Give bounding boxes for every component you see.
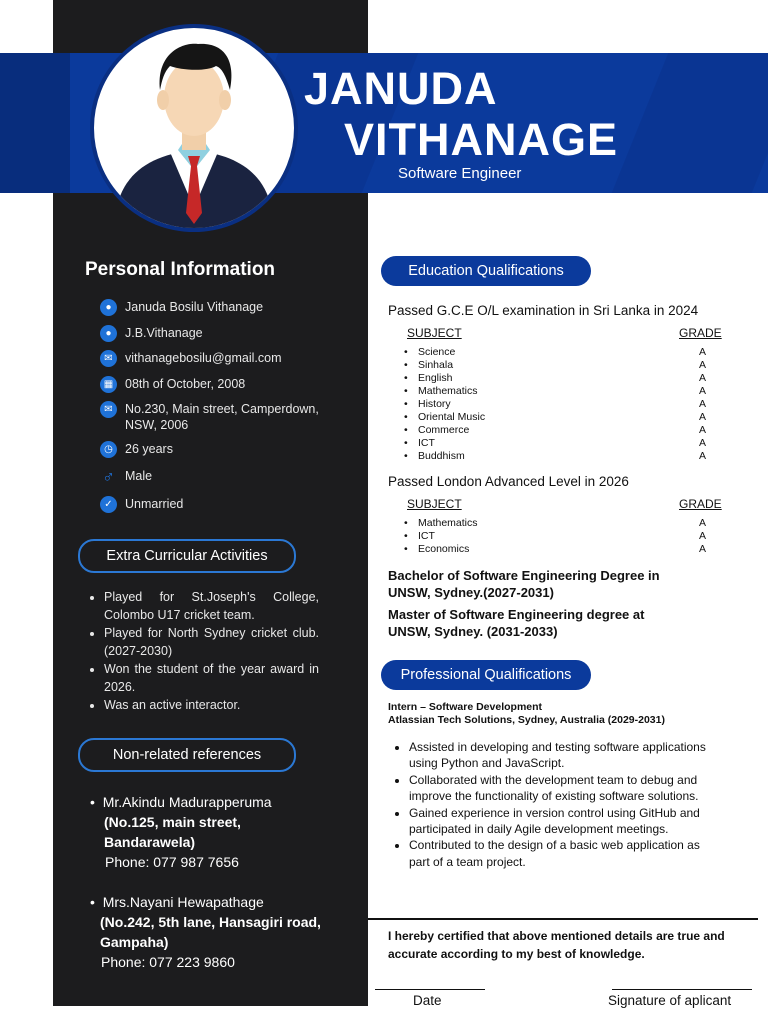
last-name: VITHANAGE (344, 114, 619, 165)
reference-name: Mrs.Nayani Hewapathage (102, 894, 264, 910)
check-icon: ✓ (100, 496, 117, 513)
grade-header: GRADE (679, 497, 722, 511)
user-icon: ● (100, 325, 117, 342)
job-company: Atlassian Tech Solutions, Sydney, Australia (2029-2031) (388, 714, 665, 726)
list-item: • History A (404, 398, 714, 411)
list-item: • Mathematics A (404, 517, 714, 530)
reference-address: (No.242, 5th lane, Hansagiri road, Gampaha) (100, 914, 321, 950)
reference-2: • Mrs.Nayani Hewapathage (No.242, 5th lane, Hansagiri road, Gampaha) Phone: 077 223 9860 (90, 892, 340, 972)
reference-name: Mr.Akindu Madurapperuma (102, 794, 272, 810)
list-item: • Played for St.Joseph's College, Colombo U17 cricket team. (104, 588, 319, 624)
signature-label: Signature of aplicant (608, 993, 732, 1008)
list-item: • Was an active interactor. (104, 696, 319, 714)
grade-header: GRADE (679, 326, 722, 340)
list-item: • Buddhism A (404, 450, 714, 463)
reference-phone: Phone: 077 223 9860 (101, 954, 235, 970)
list-item: • Mathematics A (404, 385, 714, 398)
list-item: • Economics A (404, 543, 714, 556)
professional-heading: Professional Qualifications (381, 660, 591, 690)
professional-list (394, 739, 709, 870)
email-icon: ✉ (100, 350, 117, 367)
certification-statement: I hereby certified that above mentioned details are true and accurate according to my best of knowledge. (388, 929, 725, 961)
ol-title: Passed G.C.E O/L examination in Sri Lanka in 2024 (388, 303, 699, 318)
list-item: • Science A (404, 346, 714, 359)
references-heading: Non-related references (78, 738, 296, 772)
reference-address: (No.125, main street, Bandarawela) (104, 814, 241, 850)
list-item: • English A (404, 372, 714, 385)
date-line (375, 989, 485, 990)
subject-header: SUBJECT (407, 326, 462, 340)
al-subject-list (404, 517, 714, 556)
job-details (388, 701, 665, 727)
reference-1: • Mr.Akindu Madurapperuma (No.125, main street, Bandarawela) Phone: 077 987 7656 (90, 792, 310, 872)
job-title: Intern – Software Development (388, 701, 543, 713)
extra-curricular-list (88, 588, 319, 714)
section-divider (368, 918, 758, 920)
subject-header: SUBJECT (407, 497, 462, 511)
date-label: Date (413, 993, 442, 1008)
education-heading: Education Qualifications (381, 256, 591, 286)
clock-icon: ◷ (100, 441, 117, 458)
first-name: JANUDA (304, 63, 498, 114)
ol-subject-list (404, 346, 714, 463)
list-item: • Contributed to the design of a basic web application as part of a team project. (409, 837, 709, 870)
profile-avatar (90, 24, 298, 232)
list-item: • Gained experience in version control using GitHub and participated in daily Agile development meetings. (409, 805, 709, 838)
list-item: • Oriental Music A (404, 411, 714, 424)
list-item: • Won the student of the year award in 2026. (104, 660, 319, 696)
list-item: • Assisted in developing and testing software applications using Python and JavaScript. (409, 739, 709, 772)
list-item: • Sinhala A (404, 359, 714, 372)
signature-line (612, 989, 752, 990)
al-title: Passed London Advanced Level in 2026 (388, 474, 629, 489)
bachelor-degree: Bachelor of Software Engineering Degree in UNSW, Sydney.(2027-2031) (388, 568, 660, 600)
mail-address-icon: ✉ (100, 401, 117, 418)
personal-info-heading: Personal Information (85, 259, 276, 280)
user-icon: ● (100, 299, 117, 316)
male-icon: ♂ (102, 467, 115, 486)
list-item: • ICT A (404, 530, 714, 543)
reference-phone: Phone: 077 987 7656 (105, 854, 239, 870)
job-role: Software Engineer (398, 165, 522, 182)
list-item: • Commerce A (404, 424, 714, 437)
calendar-icon: ▦ (100, 376, 117, 393)
master-degree: Master of Software Engineering degree at UNSW, Sydney. (2031-2033) (388, 607, 645, 639)
extra-curricular-heading: Extra Curricular Activities (78, 539, 296, 573)
list-item: • ICT A (404, 437, 714, 450)
list-item: • Played for North Sydney cricket club. (2027-2030) (104, 624, 319, 660)
list-item: • Collaborated with the development team to debug and improve the functionality of existing software solutions. (409, 772, 709, 805)
